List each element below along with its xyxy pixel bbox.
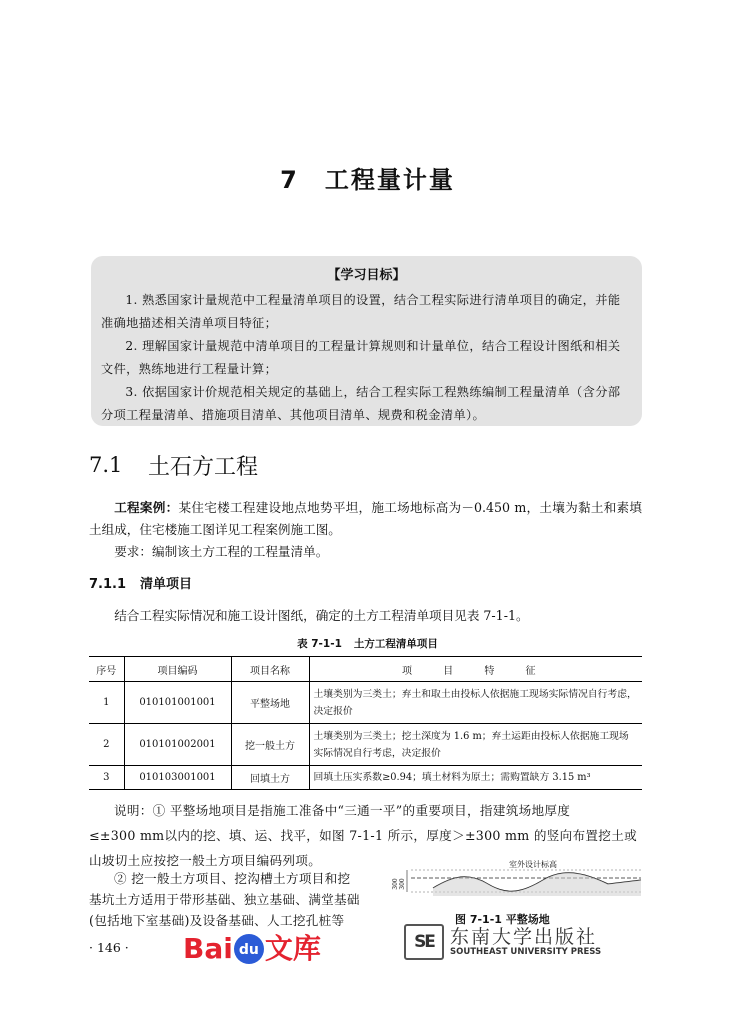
terrain-hatch bbox=[433, 873, 641, 896]
table-row bbox=[89, 724, 642, 766]
header-cell: 项 目 特 征 bbox=[309, 657, 642, 682]
note-line: ≤±300 mm以内的挖、填、运、找平，如图 7-1-1 所示，厚度＞±300 mm 的竖向布置挖土或 bbox=[89, 828, 637, 843]
figure-caption: 图 7-1-1 平整场地 bbox=[455, 913, 550, 926]
header-cell: 序号 bbox=[89, 657, 124, 682]
header-cell: 项目编码 bbox=[124, 657, 231, 682]
case-requirement: 要求：编制该土方工程的工程量清单。 bbox=[114, 544, 329, 559]
cell-no: 2 bbox=[89, 724, 124, 766]
baidu-paw-icon: du bbox=[234, 934, 264, 964]
cell-code: 010101002001 bbox=[124, 724, 231, 766]
header-cell: 项目名称 bbox=[231, 657, 309, 682]
cell-feature: 土壤类别为三类土；挖土深度为 1.6 m；弃土运距由投标人依据施工现场实际情况自行考虑，决定报价 bbox=[309, 724, 642, 766]
table-header-row bbox=[89, 657, 642, 682]
table-row bbox=[89, 766, 642, 790]
cell-name: 挖一般土方 bbox=[231, 724, 309, 766]
publisher-name-cn: 东南大学出版社 bbox=[450, 926, 598, 948]
note-line: 说明：① 平整场地项目是指施工准备中“三通一平”的重要项目，指建筑场地厚度 bbox=[114, 803, 571, 818]
section-title: 土石方工程 bbox=[148, 455, 259, 480]
cell-code: 010103001001 bbox=[124, 766, 231, 790]
section-number: 7.1 bbox=[89, 453, 123, 477]
cell-name: 回填土方 bbox=[231, 766, 309, 790]
subsection-number: 7.1.1 bbox=[89, 577, 127, 592]
watermark-text: 文库 bbox=[264, 932, 321, 965]
subsection-heading bbox=[89, 573, 192, 592]
note-line: (包括地下室基础)及设备基础、人工挖孔桩等 bbox=[89, 913, 345, 928]
publisher-emblem-icon: SE bbox=[404, 924, 444, 960]
table-caption bbox=[0, 636, 735, 651]
intro-paragraph: 结合工程实际情况和施工设计图纸，确定的土方工程清单项目见表 7-1-1。 bbox=[114, 608, 529, 623]
cell-no: 3 bbox=[89, 766, 124, 790]
chapter-title: 工程量计量 bbox=[324, 166, 455, 194]
learning-goals-box bbox=[91, 256, 642, 426]
note-line: 山坡切土应按挖一般土方项目编码列项。 bbox=[89, 853, 322, 868]
table-number: 表 7-1-1 bbox=[297, 638, 342, 650]
table-row bbox=[89, 682, 642, 724]
cell-feature: 回填土压实系数≥0.94；填土材料为原土；需购置缺方 3.15 m³ bbox=[309, 766, 642, 790]
bill-items-table bbox=[89, 656, 642, 790]
dim-right-label: 300 bbox=[399, 878, 406, 890]
learning-goal-item: 3. 依据国家计价规范相关规定的基础上，结合工程实际工程熟练编制工程量清单（含分部分项工程量清单、措施项目清单、其他项目清单、规费和税金清单）。 bbox=[101, 385, 621, 422]
cell-no: 1 bbox=[89, 682, 124, 724]
chapter-number: 7 bbox=[280, 166, 299, 194]
learning-goal-item: 2. 理解国家计量规范中清单项目的工程量计算规则和计量单位，结合工程设计图纸和相关文件，熟练地进行工程量计算； bbox=[101, 339, 621, 376]
note-line: ② 挖一般土方项目、挖沟槽土方项目和挖 bbox=[114, 871, 351, 886]
page-number: · 146 · bbox=[89, 940, 129, 955]
watermark-text: Bai bbox=[183, 932, 233, 965]
cell-name: 平整场地 bbox=[231, 682, 309, 724]
note-line: 基坑土方适用于带形基础、独立基础、满堂基础 bbox=[89, 892, 360, 907]
outdoor-level-label: 室外设计标高 bbox=[509, 860, 557, 869]
publisher-name-en: SOUTHEAST UNIVERSITY PRESS bbox=[450, 947, 602, 957]
subsection-title: 清单项目 bbox=[140, 577, 193, 592]
site-leveling-figure bbox=[393, 858, 643, 908]
dim-left-label: 300 bbox=[392, 878, 399, 890]
case-text: 某住宅楼工程建设地点地势平坦，施工场地标高为－0.450 m，土壤为黏土和素填土组成，住宅楼施工图详见工程案例施工图。 bbox=[89, 500, 643, 537]
cell-feature: 土壤类别为三类土；弃土和取土由投标人依据施工现场实际情况自行考虑，决定报价 bbox=[309, 682, 642, 724]
learning-goals-title: 【学习目标】 bbox=[327, 268, 406, 283]
learning-goal-item: 1. 熟悉国家计量规范中工程量清单项目的设置，结合工程实际进行清单项目的确定，并能准确地描述相关清单项目特征； bbox=[101, 293, 621, 330]
case-paragraph bbox=[89, 497, 642, 541]
chapter-heading bbox=[0, 160, 735, 195]
cell-code: 010101001001 bbox=[124, 682, 231, 724]
baidu-wenku-watermark bbox=[183, 927, 321, 967]
case-label: 工程案例： bbox=[114, 500, 179, 515]
table-title: 土方工程清单项目 bbox=[353, 638, 438, 650]
